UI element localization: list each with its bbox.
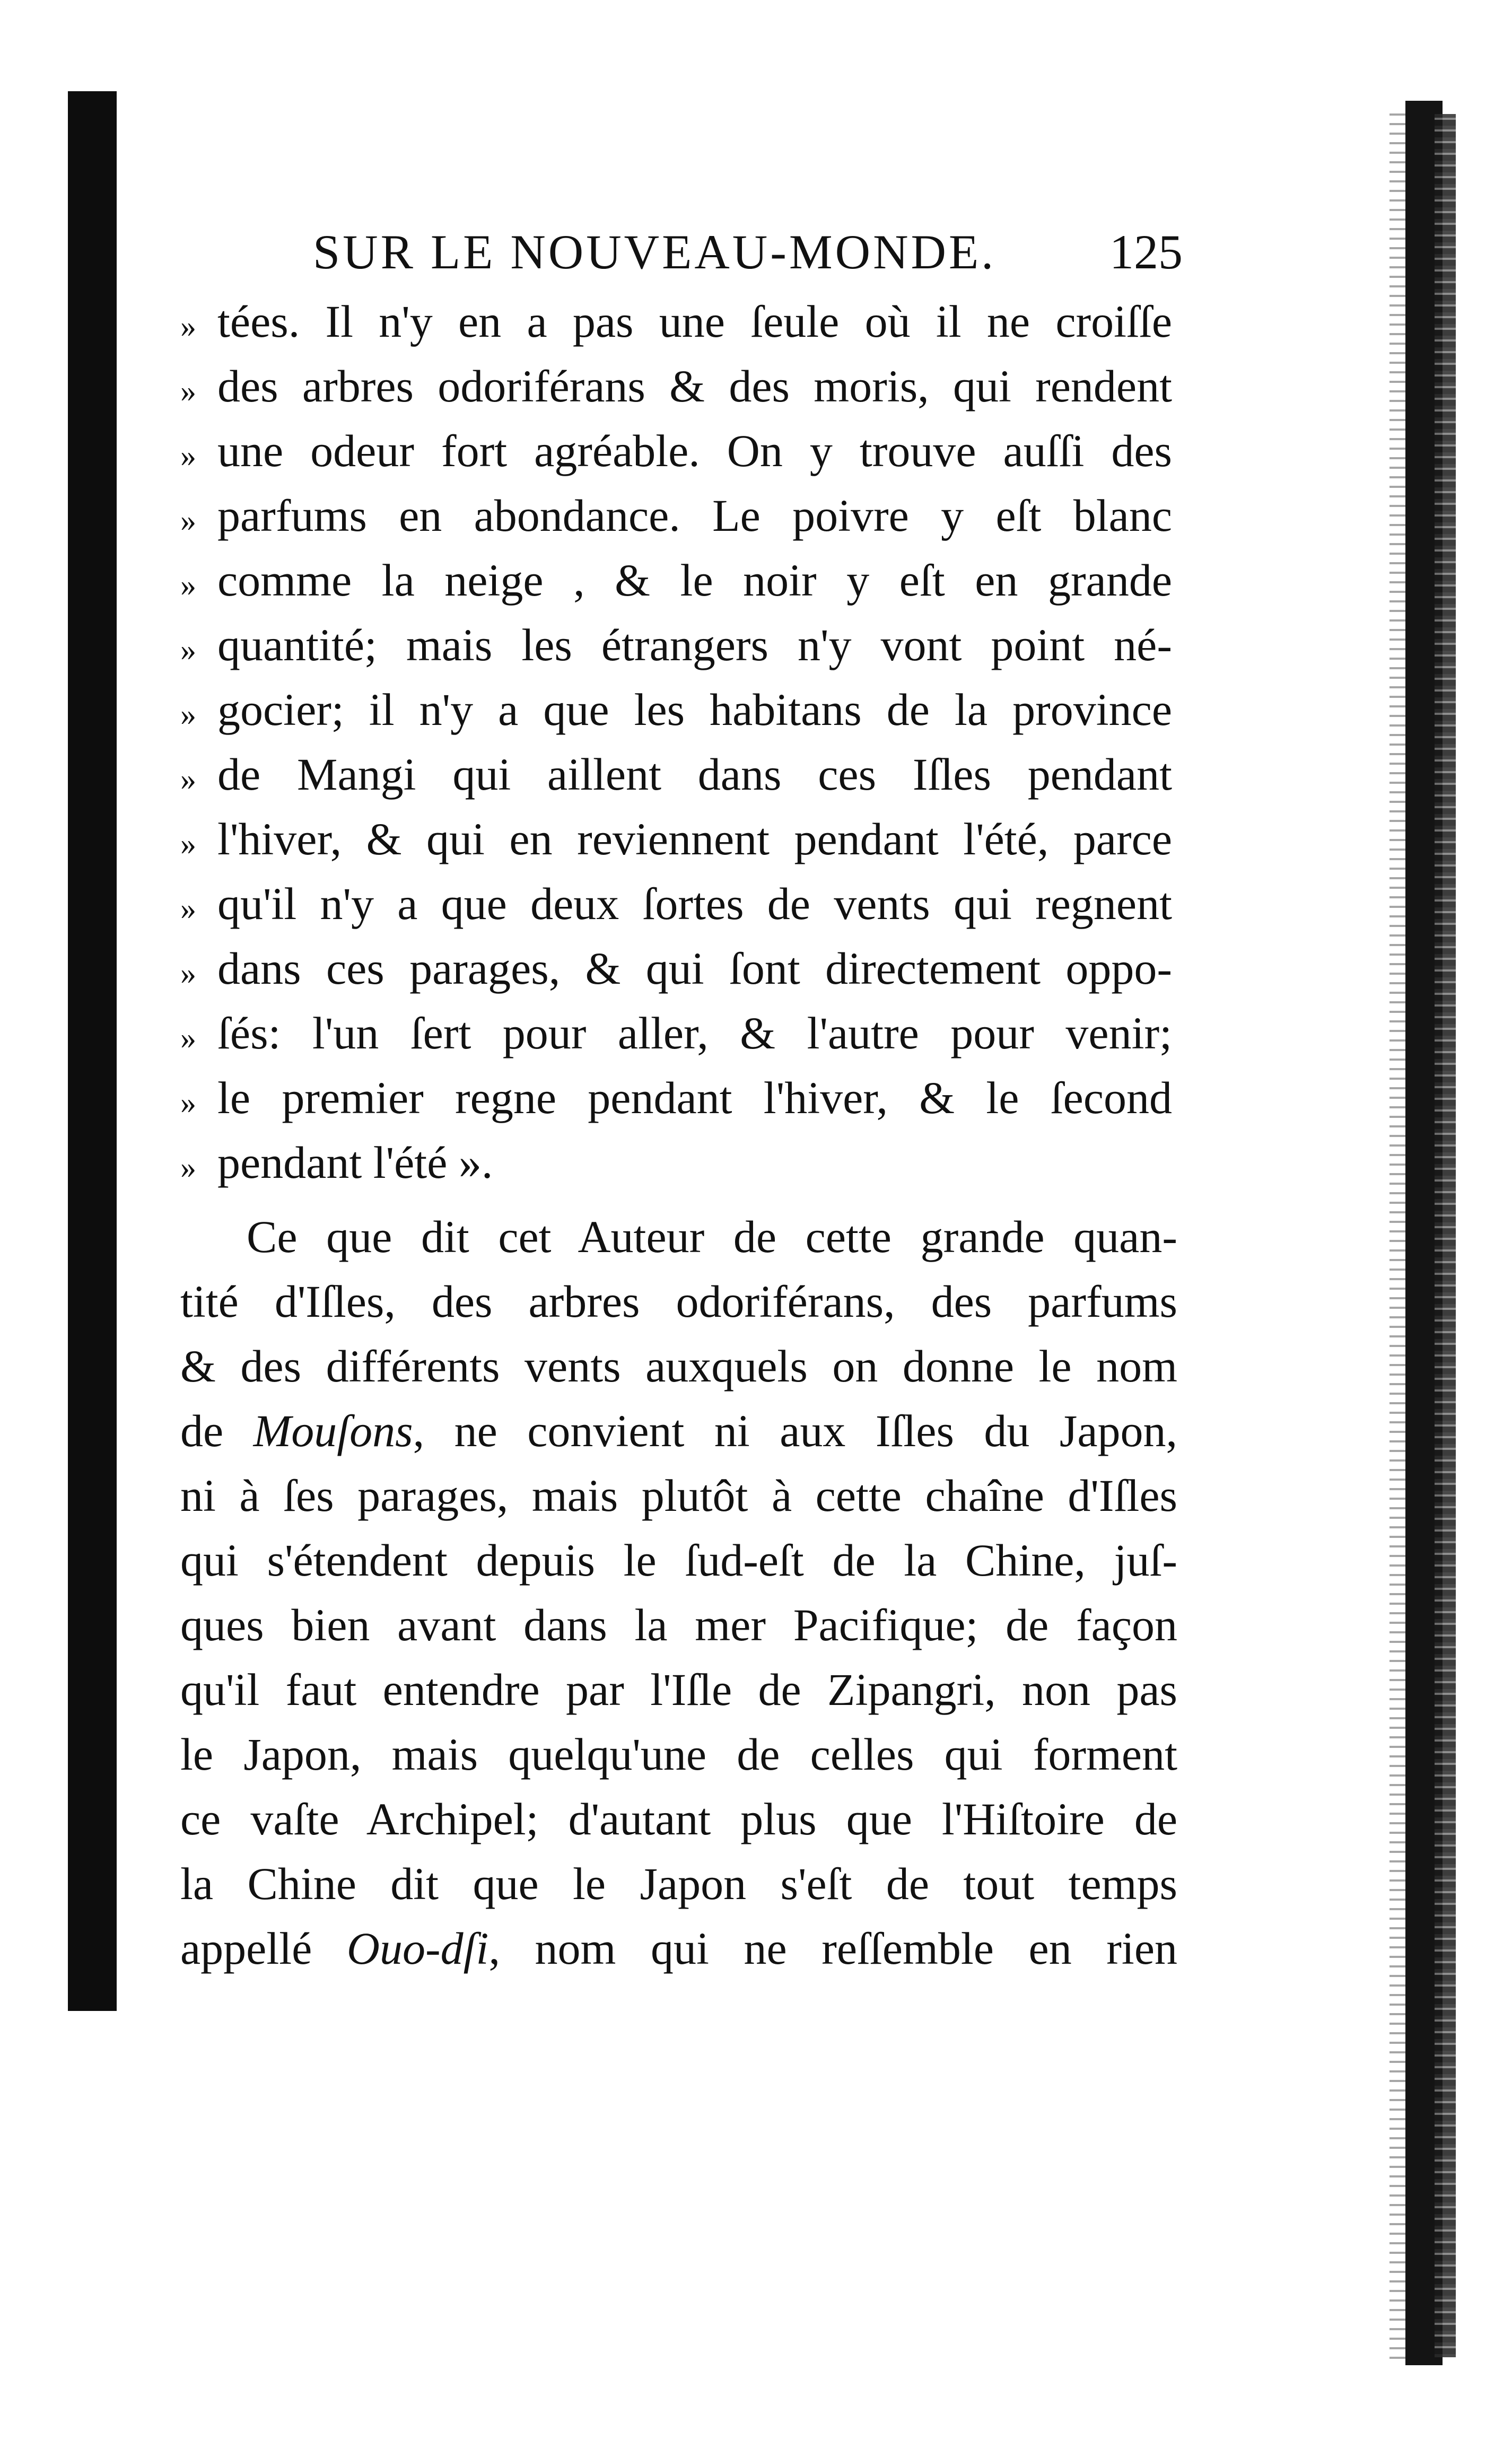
quote-mark: » [180, 1150, 196, 1185]
paragraph-line: de Mouſons, ne convient ni aux Iſles du Japon, [180, 1405, 1177, 1456]
quote-mark: » [180, 309, 196, 344]
paragraph-line: tité d'Iſles, des arbres odoriférans, des parfums [180, 1276, 1177, 1327]
quote-mark: » [180, 891, 196, 926]
quoted-line: » parfums en abondance. Le poivre y eſt blanc [180, 483, 1177, 548]
paragraph-line: ni à ſes parages, mais plutôt à cette chaîne d'Iſles [180, 1470, 1177, 1521]
quote-mark: » [180, 1085, 196, 1120]
body-text [180, 289, 1177, 1981]
quoted-line: » gocier; il n'y a que les habitans de la province [180, 677, 1177, 742]
quoted-line: » pendant l'été ». [180, 1130, 1177, 1195]
running-title: SUR LE NOUVEAU-MONDE. [313, 225, 997, 279]
scan-right-edge-texture [1435, 114, 1456, 2357]
quoted-line: » l'hiver, & qui en reviennent pendant l'été, parce [180, 807, 1177, 871]
scan-right-edge-shadow [1389, 106, 1405, 2365]
scan-left-edge [68, 91, 117, 2011]
paragraph [180, 1204, 1177, 1981]
paragraph-line: Ce que dit cet Auteur de cette grande quan- [247, 1211, 1177, 1262]
italic-term: Mouſons [253, 1405, 413, 1456]
quote-mark: » [180, 826, 196, 861]
quoted-line: » qu'il n'y a que deux ſortes de vents qui regnent [180, 871, 1177, 936]
page-number: 125 [1109, 225, 1183, 279]
quote-mark: » [180, 503, 196, 538]
quote-mark: » [180, 567, 196, 602]
paragraph-line: & des différents vents auxquels on donne le nom [180, 1341, 1177, 1392]
quoted-line: » des arbres odoriférans & des moris, qui rendent [180, 354, 1177, 418]
quoted-line: » une odeur fort agréable. On y trouve auſſi des [180, 418, 1177, 483]
quoted-line: » le premier regne pendant l'hiver, & le ſecond [180, 1065, 1177, 1130]
paragraph-gap [180, 1195, 1177, 1204]
paragraph-line: appellé Ouo-dſi, nom qui ne reſſemble en rien [180, 1923, 1177, 1974]
paragraph-line: ques bien avant dans la mer Pacifique; de façon [180, 1599, 1177, 1650]
running-head [313, 223, 1183, 281]
paragraph-line: qu'il faut entendre par l'Iſle de Zipangri, non pas [180, 1664, 1177, 1715]
quoted-line: » dans ces parages, & qui ſont directement oppo- [180, 936, 1177, 1001]
paragraph-line: la Chine dit que le Japon s'eſt de tout temps [180, 1858, 1177, 1909]
quote-mark: » [180, 697, 196, 732]
quote-mark: » [180, 373, 196, 408]
quoted-line: » quantité; mais les étrangers n'y vont point né- [180, 613, 1177, 677]
italic-term: Ouo-dſi [346, 1923, 489, 1974]
quote-mark: » [180, 1020, 196, 1055]
quoted-line: » tées. Il n'y en a pas une ſeule où il ne croiſſe [180, 289, 1177, 354]
quoted-passage [180, 289, 1177, 1195]
quote-mark: » [180, 438, 196, 473]
quoted-line: » de Mangi qui aillent dans ces Iſles pendant [180, 742, 1177, 807]
quote-mark: » [180, 632, 196, 667]
paragraph-line: ce vaſte Archipel; d'autant plus que l'Hiſtoire de [180, 1794, 1177, 1844]
quote-mark: » [180, 956, 196, 991]
quote-mark: » [180, 762, 196, 797]
paragraph-line: qui s'étendent depuis le ſud-eſt de la Chine, juſ- [180, 1535, 1177, 1586]
quoted-line: » comme la neige , & le noir y eſt en grande [180, 548, 1177, 613]
quoted-line: » ſés: l'un ſert pour aller, & l'autre pour venir; [180, 1001, 1177, 1065]
paragraph-line: le Japon, mais quelqu'une de celles qui forment [180, 1729, 1177, 1780]
